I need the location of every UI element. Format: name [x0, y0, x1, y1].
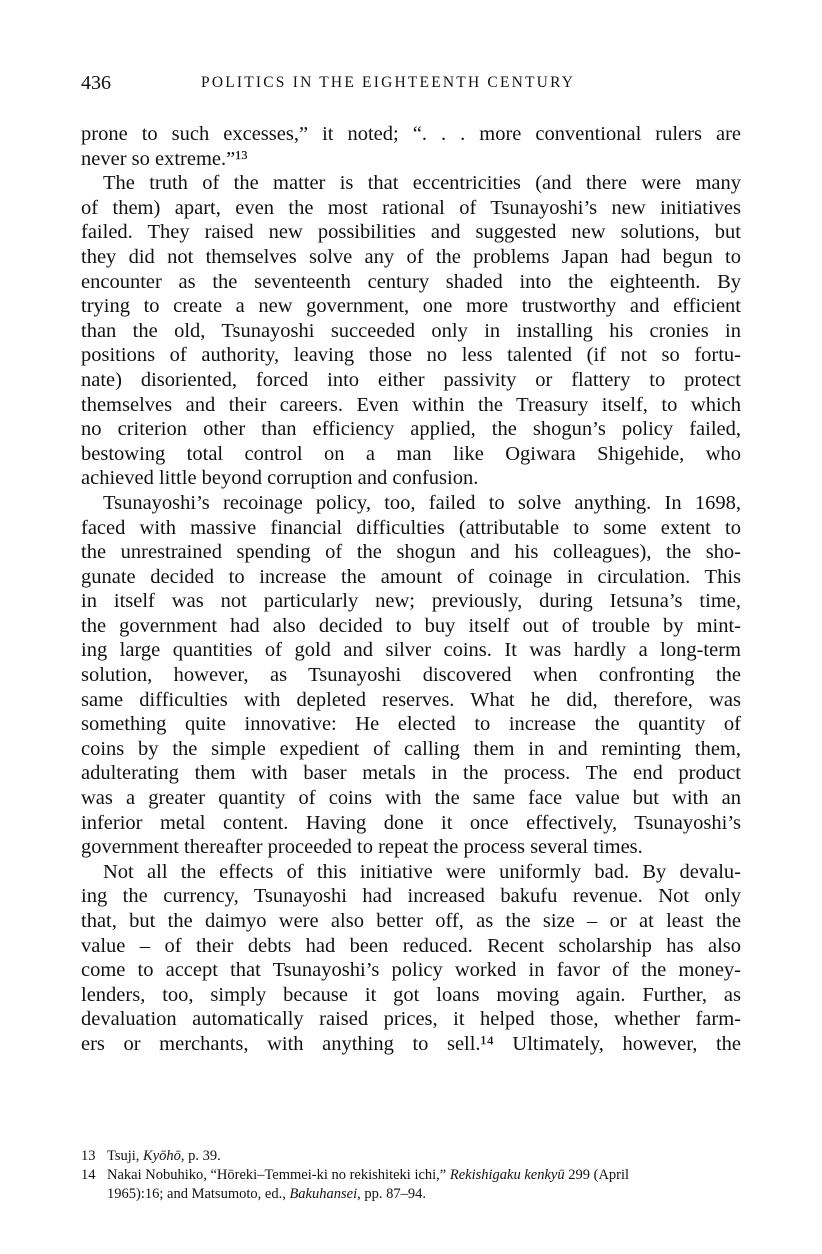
footnote-text: Tsuji, — [107, 1148, 144, 1164]
footnotes — [81, 1147, 741, 1204]
footnote-number: 13 — [81, 1148, 96, 1164]
text-line: same difficulties with depleted reserves. What he did, therefore, was — [81, 688, 741, 711]
paragraph — [81, 860, 741, 1057]
text-line: Tsunayoshi’s recoinage policy, too, failed to solve anything. In 1698, — [103, 491, 741, 514]
citation-title: Kyōhō — [143, 1148, 181, 1164]
citation-title: Bakuhansei — [289, 1186, 358, 1202]
text-line: The truth of the matter is that eccentricities (and there were many — [103, 172, 741, 195]
running-head: POLITICS IN THE EIGHTEENTH CENTURY — [201, 74, 576, 91]
text-line: never so extreme.”¹³ — [81, 147, 248, 170]
footnote-text: 299 (April — [564, 1167, 630, 1183]
footnote-text: , p. 39. — [180, 1148, 221, 1164]
footnote-text: Nakai Nobuhiko, “Hōreki–Temmei-ki no rekishiteki ichi,” — [107, 1167, 450, 1183]
page-header — [81, 72, 741, 98]
text-line: gunate decided to increase the amount of coinage in circulation. This — [81, 565, 741, 588]
text-line: failed. They raised new possibilities and suggested new solutions, but — [81, 221, 741, 244]
text-line: trying to create a new government, one more trustworthy and efficient — [81, 295, 741, 318]
footnote-text: , pp. 87–94. — [357, 1186, 426, 1202]
text-line: they did not themselves solve any of the problems Japan had begun to — [81, 245, 741, 268]
text-line: inferior metal content. Having done it once effectively, Tsunayoshi’s — [81, 811, 741, 834]
text-line: come to accept that Tsunayoshi’s policy worked in favor of the money- — [81, 959, 741, 982]
paragraph — [81, 122, 741, 171]
text-line: something quite innovative: He elected to increase the quantity of — [81, 713, 741, 736]
text-line: value – of their debts had been reduced. Recent scholarship has also — [81, 934, 741, 957]
text-line: that, but the daimyo were also better off, as the size – or at least the — [81, 910, 741, 932]
text-line: Not all the effects of this initiative were uniformly bad. By devalu- — [103, 860, 741, 883]
text-line: the unrestrained spending of the shogun and his colleagues), the sho- — [81, 541, 741, 564]
text-line: bestowing total control on a man like Ogiwara Shigehide, who — [81, 442, 741, 465]
text-line: in itself was not particularly new; previously, during Ietsuna’s time, — [81, 590, 741, 613]
text-line: solution, however, as Tsunayoshi discovered when confronting the — [81, 664, 741, 687]
text-line: of them) apart, even the most rational of Tsunayoshi’s new initiatives — [81, 196, 741, 219]
text-line: faced with massive financial difficulties (attributable to some extent to — [81, 516, 741, 539]
footnote-text: 1965):16; and Matsumoto, ed., — [107, 1186, 290, 1202]
footnote-number: 14 — [81, 1167, 96, 1183]
paragraph — [81, 171, 741, 491]
text-line: was a greater quantity of coins with the same face value but with an — [81, 787, 741, 810]
footnote-line — [81, 1185, 741, 1204]
text-line: no criterion other than efficiency applied, the shogun’s policy failed, — [81, 418, 741, 441]
text-line: encounter as the seventeenth century shaded into the eighteenth. By — [81, 270, 741, 293]
text-line: the government had also decided to buy itself out of trouble by mint- — [81, 614, 741, 637]
text-line: themselves and their careers. Even within the Treasury itself, to which — [81, 393, 741, 416]
text-line: positions of authority, leaving those no less talented (if not so fortu- — [81, 344, 741, 367]
footnote-line — [81, 1166, 741, 1185]
text-line: coins by the simple expedient of calling them in and reminting them, — [81, 737, 741, 760]
text-line: adulterating them with baser metals in the process. The end product — [81, 762, 741, 785]
text-line: ers or merchants, with anything to sell.¹⁴ Ultimately, however, the — [81, 1032, 741, 1055]
text-line: ing large quantities of gold and silver coins. It was hardly a long-term — [81, 639, 741, 662]
page-number: 436 — [81, 72, 111, 94]
text-line: nate) disoriented, forced into either passivity or flattery to protect — [81, 368, 741, 391]
text-line: prone to such excesses,” it noted; “. . . more conventional rulers are — [81, 123, 741, 145]
text-line: than the old, Tsunayoshi succeeded only in installing his cronies in — [81, 319, 741, 342]
citation-title: Rekishigaku kenkyū — [449, 1167, 565, 1183]
text-line: ing the currency, Tsunayoshi had increased bakufu revenue. Not only — [81, 885, 741, 908]
footnote-line — [81, 1147, 741, 1166]
body-text — [81, 122, 741, 1057]
text-line: government thereafter proceeded to repeat the process several times. — [81, 836, 643, 859]
text-line: achieved little beyond corruption and confusion. — [81, 467, 479, 490]
paragraph — [81, 491, 741, 860]
text-line: devaluation automatically raised prices, it helped those, whether farm- — [81, 1008, 741, 1031]
text-line: lenders, too, simply because it got loans moving again. Further, as — [81, 983, 741, 1006]
